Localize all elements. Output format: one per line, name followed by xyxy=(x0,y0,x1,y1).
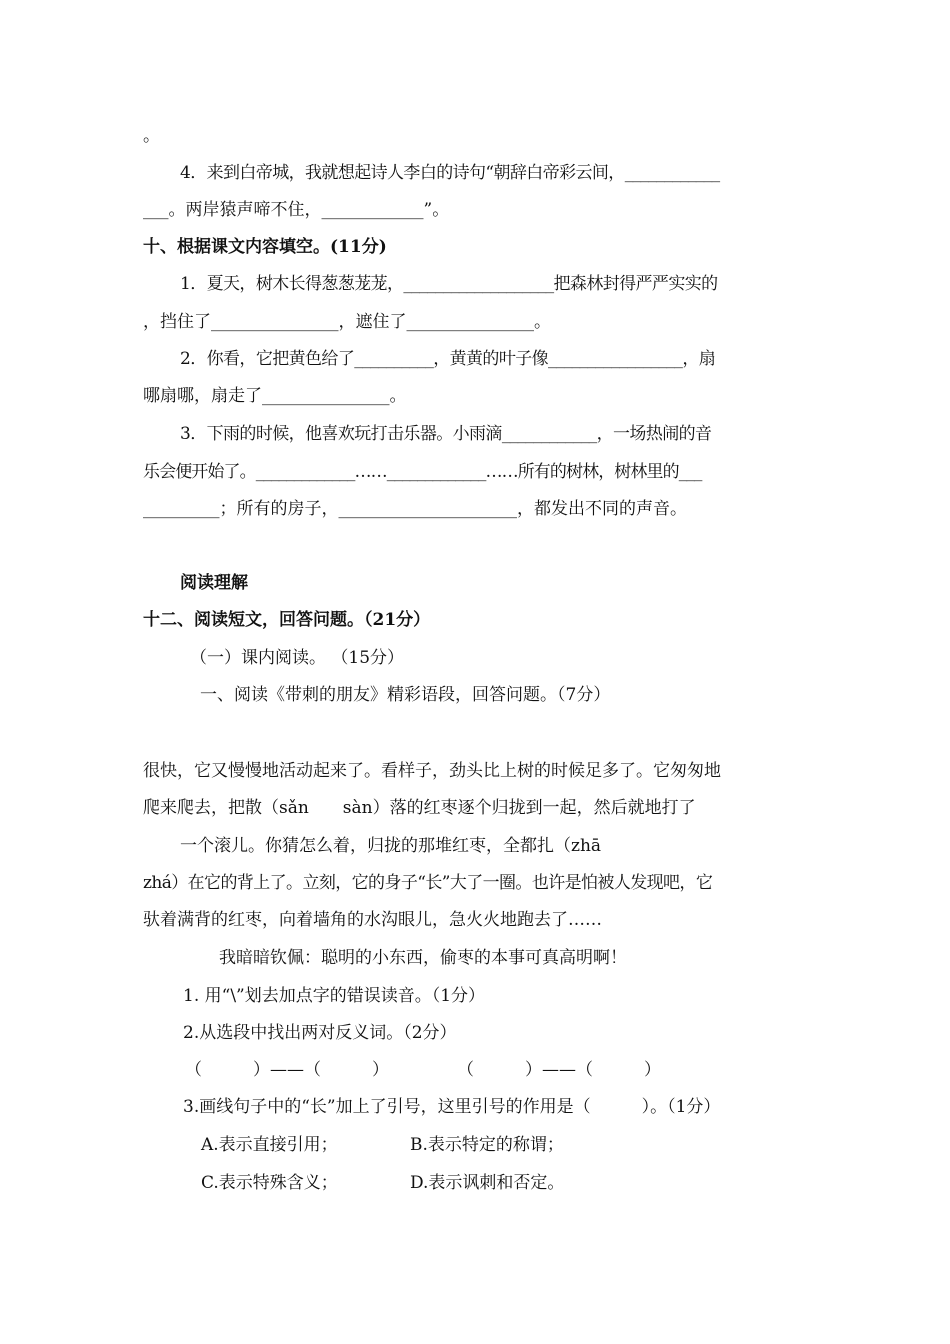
fill-blank-1-line2: ，挡住了_______________，遮住了_______________。 xyxy=(143,312,551,332)
passage-line: zhá）在它的背上了。立刻，它的身子“长”大了一圈。也许是怕被人发现吧，它 xyxy=(143,873,713,893)
passage-line: 爬来爬去，把散（sǎn sàn）落的红枣逐个归拢到一起，然后就地打了 xyxy=(143,798,696,818)
fill-blank-3-line1: 3．下雨的时候，他喜欢玩打击乐器。小雨滴____________，一场热闹的音 xyxy=(180,424,712,444)
passage-instruction: 一、阅读《带刺的朋友》精彩语段，回答问题。（7分） xyxy=(200,685,611,705)
fill-blank-3-line3: _________；所有的房子，_____________________，都发出不同的声音。 xyxy=(143,499,687,519)
fill-blank-2-line1: 2．你看，它把黄色给了__________，黄黄的叶子像_________________，扇 xyxy=(180,349,716,369)
text-line: 。 xyxy=(143,126,160,146)
section-10-heading: 十、根据课文内容填空。(11分) xyxy=(143,237,387,257)
question-1: 1. 用“\”划去加点字的错误读音。（1分） xyxy=(183,986,486,1006)
option-c: C.表示特殊含义； xyxy=(201,1173,338,1193)
passage-line: 很快，它又慢慢地活动起来了。看样子，劲头比上树的时候足多了。它匆匆地 xyxy=(143,761,721,781)
passage-line: 一个滚儿。你猜怎么着，归拢的那堆红枣，全都扎（zhā xyxy=(180,836,602,856)
reading-heading: 阅读理解 xyxy=(180,573,248,593)
fill-blank-2-line2: 哪扇哪，扇走了_______________。 xyxy=(143,386,407,406)
question-4-line1: 4．来到白帝城，我就想起诗人李白的诗句“朝辞白帝彩云间，____________ xyxy=(180,163,720,183)
antonym-answer-slots: （ ）——（ ） （ ）——（ ） xyxy=(185,1060,661,1080)
subsection-heading: （一）课内阅读。 （15分） xyxy=(190,648,405,668)
option-b: B.表示特定的称谓； xyxy=(410,1135,564,1155)
question-3: 3.画线句子中的“长”加上了引号，这里引号的作用是（ ）。（1分） xyxy=(183,1097,721,1117)
section-12-heading: 十二、阅读短文，回答问题。（21分） xyxy=(143,610,431,630)
option-d: D.表示讽刺和否定。 xyxy=(410,1173,565,1193)
question-4-line2: ___。两岸猿声啼不住，____________”。 xyxy=(143,200,450,220)
fill-blank-1-line1: 1．夏天，树木长得葱葱茏茏，___________________把森林封得严严实实的 xyxy=(180,274,718,294)
fill-blank-3-line2: 乐会便开始了。_____________……_____________……所有的树林，树林里的___ xyxy=(143,462,702,482)
question-2: 2.从选段中找出两对反义词。（2分） xyxy=(183,1023,457,1043)
passage-line: 驮着满背的红枣，向着墙角的水沟眼儿，急火火地跑去了…… xyxy=(143,910,602,930)
passage-line: 我暗暗钦佩：聪明的小东西，偷枣的本事可真高明啊！ xyxy=(219,948,627,968)
option-a: A.表示直接引用； xyxy=(201,1135,338,1155)
